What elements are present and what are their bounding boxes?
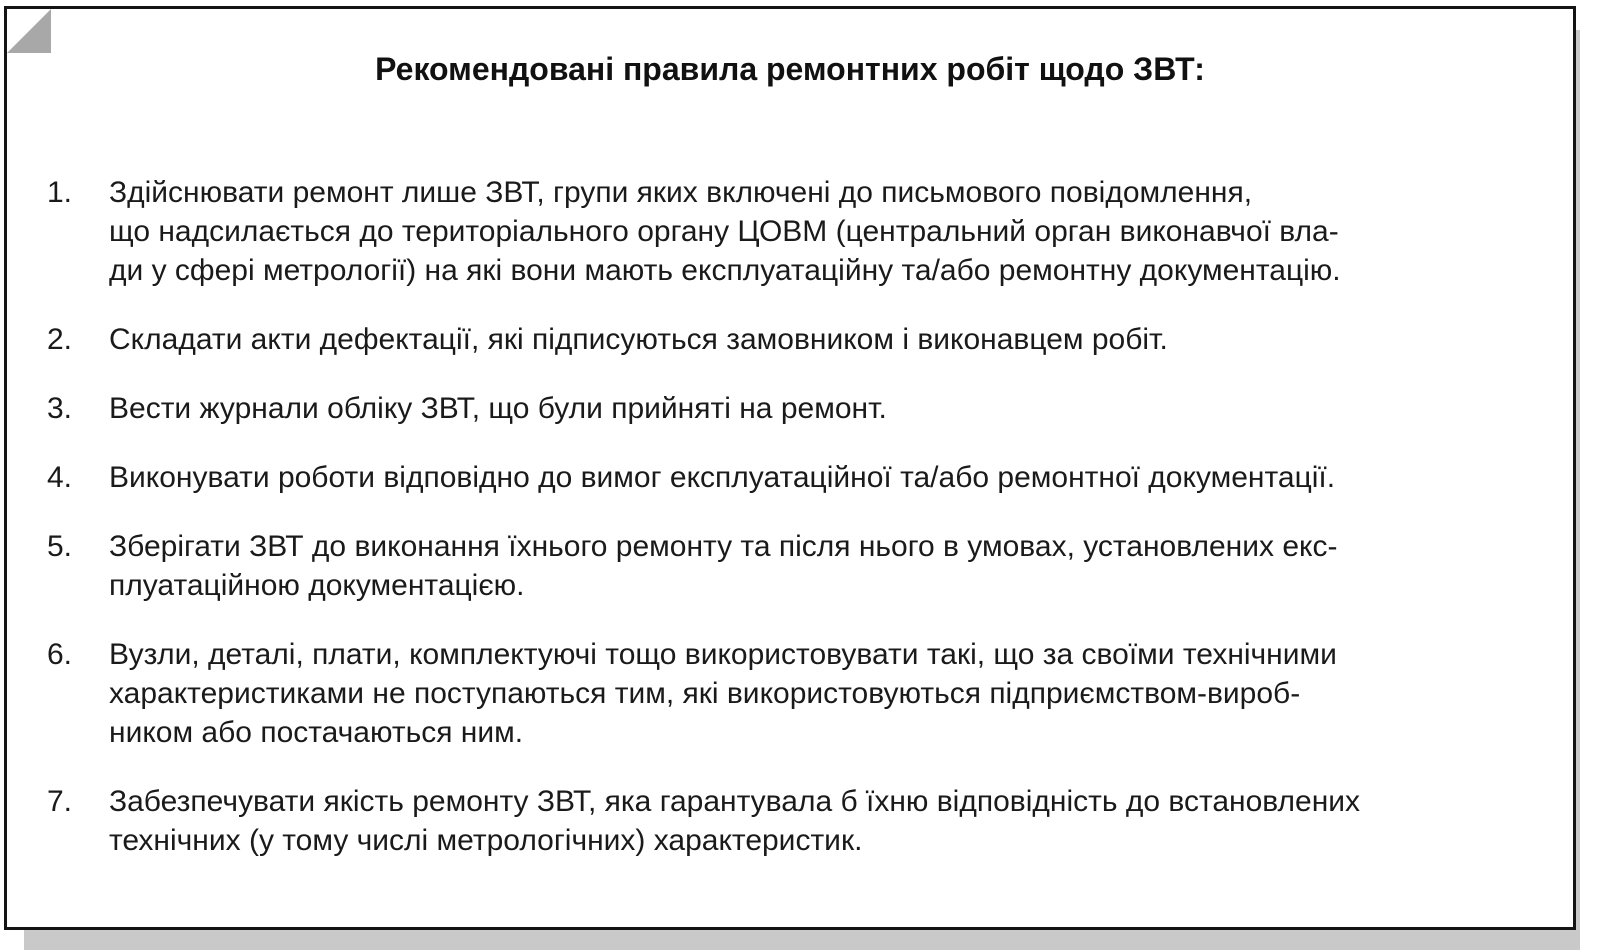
item-line: Виконувати роботи відповідно до вимог експлуатаційної та/або ремонтної документації. xyxy=(109,461,1336,494)
item-line: Складати акти дефектації, які підписуються замовником і виконавцем робіт. xyxy=(109,323,1168,356)
list-item xyxy=(47,320,1557,359)
item-line: Забезпечувати якість ремонту ЗВТ, яка гарантувала б їхню відповідність до встановлених xyxy=(109,785,1361,818)
item-number: 4. xyxy=(47,461,73,494)
item-line: ником або постачаються ним. xyxy=(109,716,524,749)
rules-list xyxy=(47,173,1557,890)
item-number: 2. xyxy=(47,323,73,356)
rules-card xyxy=(4,6,1576,930)
item-line: плуатаційною документацією. xyxy=(109,569,525,602)
item-text xyxy=(109,458,1557,497)
item-text xyxy=(109,635,1557,752)
item-number: 7. xyxy=(47,785,73,818)
item-line: Здійснювати ремонт лише ЗВТ, групи яких включені до письмового повідомлення, xyxy=(109,176,1253,209)
list-item xyxy=(47,389,1557,428)
item-number: 1. xyxy=(47,176,73,209)
item-number: 5. xyxy=(47,530,73,563)
item-line: що надсилається до територіального органу ЦОВМ (центральний орган виконавчої вла- xyxy=(109,215,1339,248)
item-line: характеристиками не поступаються тим, які використовуються підприємством-вироб- xyxy=(109,677,1301,710)
item-line: Вести журнали обліку ЗВТ, що були прийняті на ремонт. xyxy=(109,392,887,425)
item-text xyxy=(109,782,1557,860)
list-item xyxy=(47,458,1557,497)
item-line: Вузли, деталі, плати, комплектуючі тощо використовувати такі, що за своїми технічними xyxy=(109,638,1337,671)
folded-corner-icon xyxy=(7,9,51,53)
list-item xyxy=(47,782,1557,860)
item-number: 3. xyxy=(47,392,73,425)
item-line: Зберігати ЗВТ до виконання їхнього ремонту та після нього в умовах, установлених екс- xyxy=(109,530,1338,563)
list-item xyxy=(47,635,1557,752)
item-text xyxy=(109,389,1557,428)
list-item xyxy=(47,527,1557,605)
item-text xyxy=(109,527,1557,605)
document-title: Рекомендовані правила ремонтних робіт щодо ЗВТ: xyxy=(375,51,1205,87)
item-line: ди у сфері метрології) на які вони мають експлуатаційну та/або ремонтну документацію. xyxy=(109,254,1341,287)
list-item xyxy=(47,173,1557,290)
item-text xyxy=(109,320,1557,359)
item-text xyxy=(109,173,1557,290)
item-line: технічних (у тому числі метрологічних) характеристик. xyxy=(109,824,863,857)
item-number: 6. xyxy=(47,638,73,671)
